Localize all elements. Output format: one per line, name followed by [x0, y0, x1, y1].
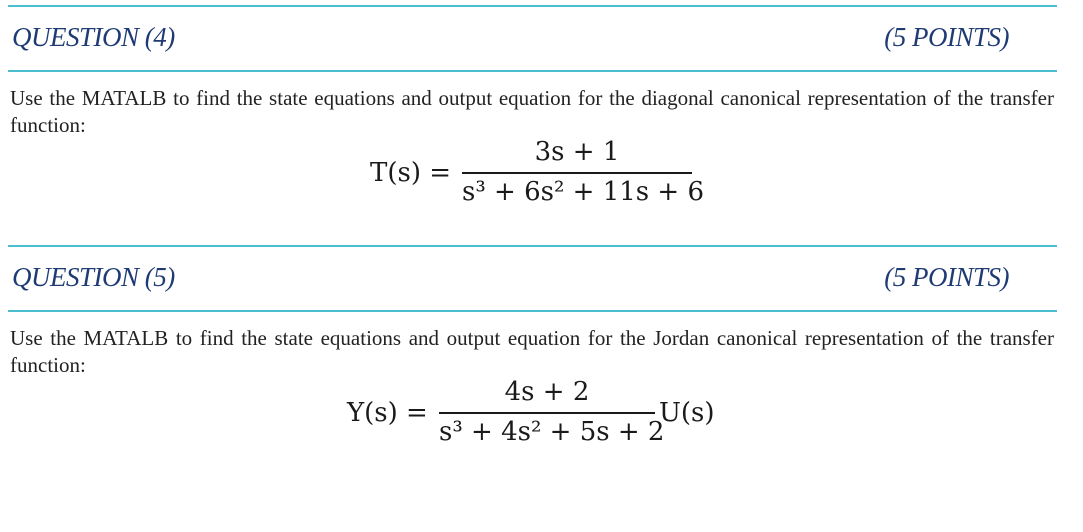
- equation-fraction: [439, 375, 665, 455]
- question-5-top-rule: [8, 245, 1057, 247]
- question-5-title: QUESTION (5): [12, 262, 175, 292]
- question-4-equation: [370, 135, 704, 215]
- question-4-header: [12, 22, 1009, 56]
- equation-fraction: [462, 135, 704, 215]
- question-4-points: (5 POINTS): [884, 22, 1009, 52]
- question-5-text: Use the MATALB to find the state equations and output equation for the Jordan canonical representation of the transfer function:: [10, 326, 1054, 377]
- fraction-bar: [462, 172, 692, 174]
- question-5-header: [12, 262, 1009, 296]
- equation-numerator: 4s + 2: [504, 377, 590, 407]
- question-4-top-rule: [8, 5, 1057, 7]
- question-5-bottom-rule: [8, 310, 1057, 312]
- equation-denominator: s³ + 4s² + 5s + 2: [439, 417, 665, 447]
- question-4-text: Use the MATALB to find the state equations and output equation for the diagonal canonical representation of the transfer function:: [10, 86, 1054, 137]
- question-5-equation: [347, 375, 727, 455]
- question-4-bottom-rule: [8, 70, 1057, 72]
- fraction-bar: [439, 412, 655, 414]
- equation-denominator: s³ + 6s² + 11s + 6: [462, 177, 704, 207]
- equation-rhs: U(s): [659, 398, 715, 428]
- equation-numerator: 3s + 1: [534, 137, 620, 167]
- question-5-points: (5 POINTS): [884, 262, 1009, 292]
- equation-lhs: Y(s) =: [347, 398, 428, 428]
- question-4-title: QUESTION (4): [12, 22, 175, 52]
- equation-lhs: T(s) =: [370, 158, 452, 188]
